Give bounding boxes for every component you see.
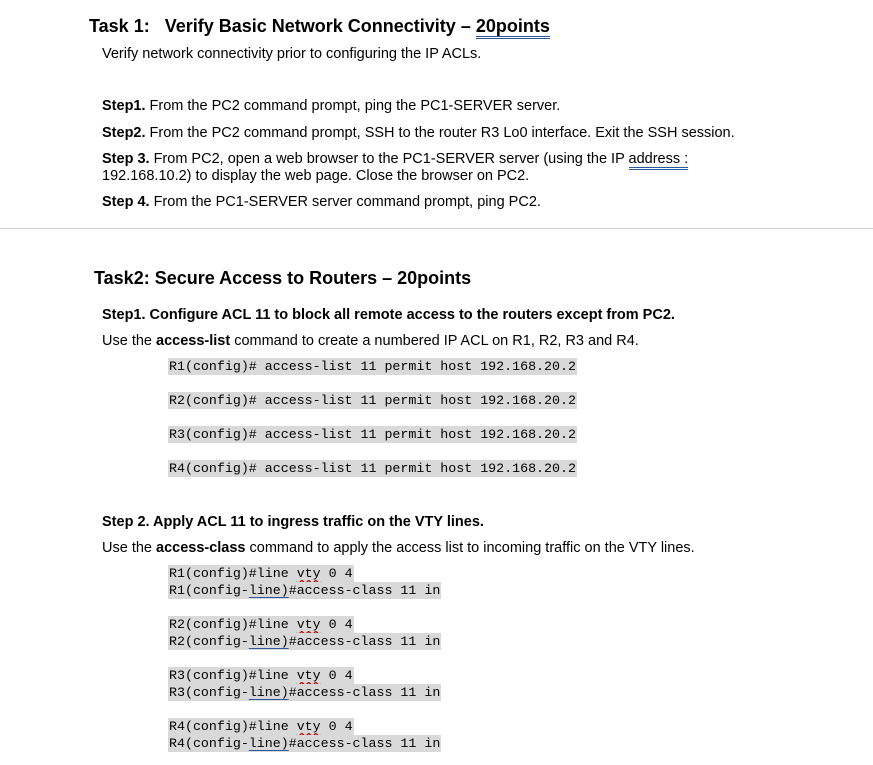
task2-step2-title: Step 2. Apply ACL 11 to ingress traffic on the VTY lines.	[102, 514, 484, 530]
grammar-flag-line: line)	[248, 736, 289, 751]
cmd-text: #access-class 11 in	[288, 634, 441, 649]
router-name: R4	[169, 736, 185, 751]
intro-text: command to apply the access list to incoming traffic on the VTY lines.	[245, 540, 695, 556]
cmd-text: (config)#line	[184, 668, 297, 683]
step-text: From the PC1-SERVER server command prompt, ping PC2.	[149, 194, 541, 210]
task2-step2-intro	[102, 540, 695, 557]
grammar-flag-line: line)	[248, 634, 289, 649]
intro-text: Use the	[102, 333, 156, 349]
acl-line-r2: R2(config)# access-list 11 permit host 192.168.20.2	[169, 393, 576, 408]
vty-line	[168, 616, 354, 633]
router-name: R2	[169, 634, 185, 649]
router-name: R3	[169, 668, 185, 683]
access-class-line	[168, 735, 441, 752]
cmd-text: 0 4	[320, 668, 353, 683]
intro-text: Use the	[102, 540, 156, 556]
step-text-cont: 192.168.10.2) to display the web page. Close the browser on PC2.	[102, 168, 530, 184]
grammar-flag-line: line)	[248, 583, 289, 598]
grammar-flag-address: address :	[629, 151, 689, 170]
task2-step1-title: Step1. Configure ACL 11 to block all remote access to the routers except from PC2.	[102, 307, 675, 323]
vty-line	[168, 718, 354, 735]
task1-intro: Verify network connectivity prior to configuring the IP ACLs.	[102, 46, 482, 62]
acl-line-r1: R1(config)# access-list 11 permit host 192.168.20.2	[169, 359, 576, 374]
spell-flag-vty: vty	[296, 719, 321, 734]
acl-line-r3: R3(config)# access-list 11 permit host 192.168.20.2	[169, 427, 576, 442]
cmd-text: (config-	[184, 634, 249, 649]
access-class-line	[168, 633, 441, 650]
cmd-text: 0 4	[320, 617, 353, 632]
task1-step3	[102, 151, 688, 185]
cmd-text: 0 4	[320, 566, 353, 581]
step-text: From the PC2 command prompt, ping the PC1-SERVER server.	[145, 98, 561, 114]
spell-flag-vty: vty	[296, 566, 321, 581]
cmd-text: (config)#line	[184, 566, 297, 581]
cmd-text: (config)#line	[184, 617, 297, 632]
task1-heading-text: Task 1: Verify Basic Network Connectivity –	[89, 16, 476, 36]
router-name: R3	[169, 685, 185, 700]
access-class-line	[168, 684, 441, 701]
vty-line	[168, 565, 354, 582]
router-name: R1	[169, 566, 185, 581]
intro-text: command to create a numbered IP ACL on R1, R2, R3 and R4.	[230, 333, 639, 349]
vty-line	[168, 667, 354, 684]
cmd-text: #access-class 11 in	[288, 583, 441, 598]
grammar-flag-line: line)	[248, 685, 289, 700]
task1-heading	[89, 16, 550, 37]
section-divider	[0, 228, 873, 229]
step-label: Step 3.	[102, 151, 150, 167]
spell-flag-vty: vty	[296, 617, 321, 632]
cmd-text: (config-	[184, 583, 249, 598]
cmd-text: (config-	[184, 685, 249, 700]
acl-line-r4: R4(config)# access-list 11 permit host 192.168.20.2	[169, 461, 576, 476]
spell-flag-vty: vty	[296, 668, 321, 683]
step-text: From PC2, open a web browser to the PC1-SERVER server (using the IP	[149, 151, 629, 167]
router-name: R2	[169, 617, 185, 632]
router-name: R1	[169, 583, 185, 598]
task1-step4	[102, 194, 541, 211]
cmd-text: #access-class 11 in	[288, 685, 441, 700]
cmd-text: (config-	[184, 736, 249, 751]
cmd-text: #access-class 11 in	[288, 736, 441, 751]
cmd-access-class: access-class	[156, 540, 246, 556]
cmd-text: (config)#line	[184, 719, 297, 734]
step-label: Step1.	[102, 98, 146, 114]
task2-step1-intro	[102, 333, 639, 350]
router-name: R4	[169, 719, 185, 734]
cmd-access-list: access-list	[156, 333, 231, 349]
task1-step2	[102, 125, 735, 142]
step-text: From the PC2 command prompt, SSH to the router R3 Lo0 interface. Exit the SSH session.	[145, 125, 735, 141]
step-label: Step2.	[102, 125, 146, 141]
cmd-text: 0 4	[320, 719, 353, 734]
access-class-line	[168, 582, 441, 599]
task1-step1	[102, 98, 560, 115]
step-label: Step 4.	[102, 194, 150, 210]
task1-heading-points: 20points	[476, 16, 550, 39]
task2-heading: Task2: Secure Access to Routers – 20points	[94, 268, 472, 288]
